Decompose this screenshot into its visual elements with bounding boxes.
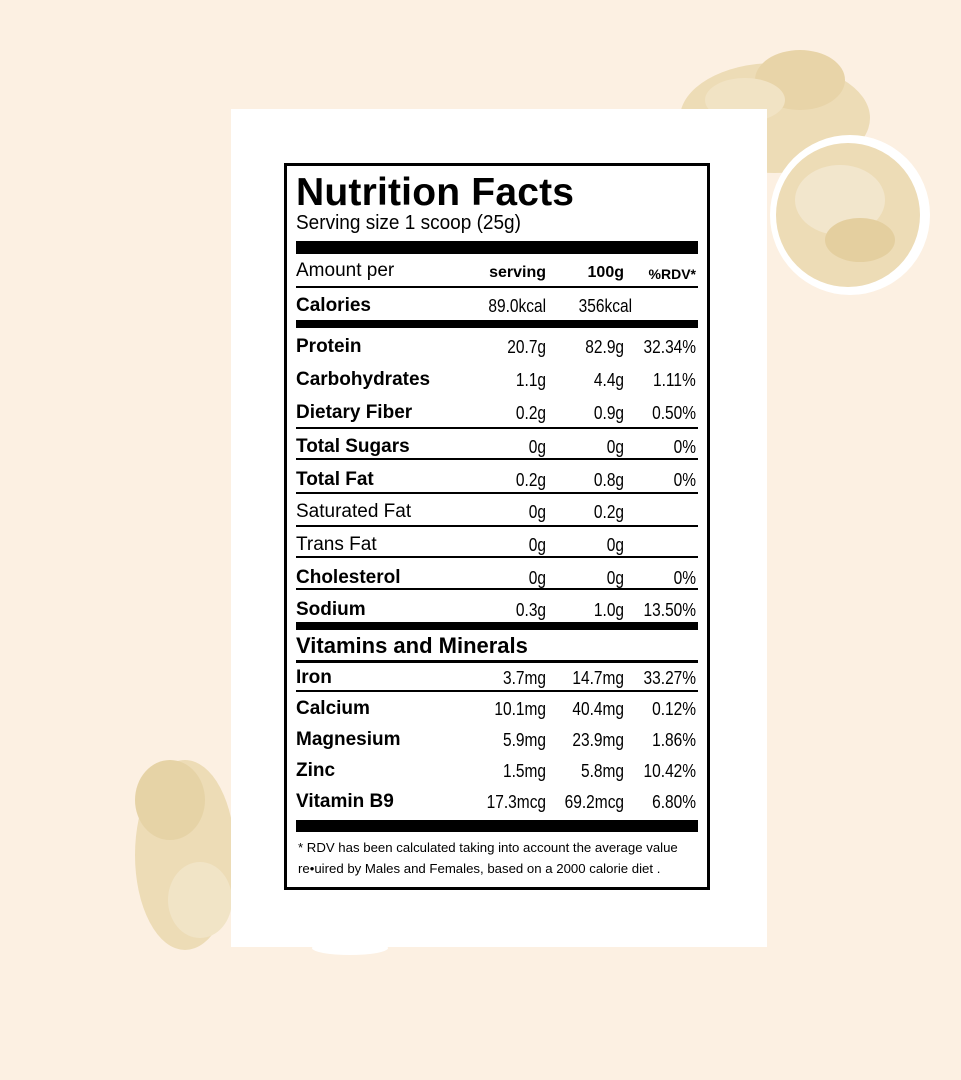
nutrient-name: Sodium <box>296 599 366 620</box>
nutrient-per-100g: 82.9g <box>585 337 624 357</box>
nutrient-rdv: 0% <box>673 568 696 588</box>
vitamin-row <box>296 694 698 722</box>
rdv-column-header: %RDV* <box>648 266 696 282</box>
vitamin-rdv: 10.42% <box>643 761 696 781</box>
medium-divider <box>296 320 698 328</box>
vitamin-name: Vitamin B9 <box>296 791 394 812</box>
nutrient-rdv: 32.34% <box>643 337 696 357</box>
divider <box>296 588 698 590</box>
divider <box>296 492 698 494</box>
nutrient-rdv: 0% <box>673 437 696 457</box>
nutrient-per-serving: 0.2g <box>515 470 546 490</box>
vitamin-per-serving: 10.1mg <box>494 699 546 719</box>
footnote-line-1: * RDV has been calculated taking into account the average value <box>298 840 678 855</box>
nutrient-name: Total Sugars <box>296 436 410 457</box>
nutrient-per-100g: 4.4g <box>593 370 624 390</box>
vitamin-rdv: 33.27% <box>643 668 696 688</box>
nutrient-row <box>296 398 698 426</box>
calories-per-100g: 356kcal <box>578 296 632 316</box>
nutrient-name: Protein <box>296 336 362 357</box>
nutrient-per-serving: 0g <box>528 437 546 457</box>
nutrient-row <box>296 530 698 558</box>
nutrient-name: Trans Fat <box>296 534 377 555</box>
medium-divider <box>296 622 698 630</box>
vitamin-row <box>296 787 698 815</box>
divider <box>296 427 698 429</box>
nutrient-row <box>296 497 698 525</box>
nutrient-per-serving: 0.3g <box>515 600 546 620</box>
vitamin-per-serving: 3.7mg <box>502 668 546 688</box>
vitamin-rdv: 6.80% <box>652 792 696 812</box>
nutrient-name: Total Fat <box>296 469 374 490</box>
nutrient-per-serving: 0.2g <box>515 403 546 423</box>
nutrient-name: Cholesterol <box>296 567 401 588</box>
thick-divider <box>296 241 698 254</box>
nutrition-facts-label <box>284 163 710 890</box>
vitamin-per-100g: 40.4mg <box>572 699 624 719</box>
nutrient-per-serving: 20.7g <box>507 337 546 357</box>
vitamin-per-100g: 23.9mg <box>572 730 624 750</box>
vitamin-per-100g: 14.7mg <box>572 668 624 688</box>
divider <box>296 458 698 460</box>
calories-per-serving: 89.0kcal <box>488 296 546 316</box>
divider <box>296 556 698 558</box>
nutrient-per-100g: 1.0g <box>593 600 624 620</box>
nutrient-per-serving: 0g <box>528 568 546 588</box>
nutrient-row <box>296 365 698 393</box>
divider <box>296 525 698 527</box>
vitamin-per-serving: 5.9mg <box>502 730 546 750</box>
serving-size: Serving size 1 scoop (25g) <box>296 212 521 234</box>
vitamin-rdv: 1.86% <box>652 730 696 750</box>
rdv-footnote <box>298 837 698 879</box>
nutrient-row <box>296 595 698 623</box>
thick-divider <box>296 820 698 832</box>
column-header-row <box>296 256 698 284</box>
vitamin-name: Iron <box>296 667 332 688</box>
nutrient-per-serving: 1.1g <box>515 370 546 390</box>
vitamin-per-100g: 5.8mg <box>580 761 624 781</box>
vitamin-per-serving: 1.5mg <box>502 761 546 781</box>
vitamin-row <box>296 756 698 784</box>
nutrient-name: Carbohydrates <box>296 369 431 390</box>
vitamin-name: Calcium <box>296 698 370 719</box>
nutrient-per-100g: 0g <box>606 568 624 588</box>
per-100g-column-header: 100g <box>587 264 624 281</box>
nutrient-rdv: 13.50% <box>643 600 696 620</box>
label-title: Nutrition Facts <box>296 171 575 214</box>
vitamin-rdv: 0.12% <box>652 699 696 719</box>
nutrient-per-100g: 0g <box>606 437 624 457</box>
vitamins-heading-row <box>296 631 698 661</box>
calories-row <box>296 291 698 319</box>
divider <box>296 690 698 692</box>
nutrient-per-serving: 0g <box>528 535 546 555</box>
calories-label: Calories <box>296 295 371 316</box>
nutrient-per-100g: 0.8g <box>593 470 624 490</box>
nutrient-row <box>296 465 698 493</box>
vitamin-per-100g: 69.2mcg <box>564 792 624 812</box>
nutrient-per-serving: 0g <box>528 502 546 522</box>
nutrient-per-100g: 0g <box>606 535 624 555</box>
vitamins-minerals-heading: Vitamins and Minerals <box>296 633 528 658</box>
nutrient-per-100g: 0.9g <box>593 403 624 423</box>
amount-per-label: Amount per <box>296 260 395 281</box>
nutrient-rdv: 0.50% <box>652 403 696 423</box>
nutrient-rdv: 0% <box>673 470 696 490</box>
nutrient-name: Dietary Fiber <box>296 402 413 423</box>
nutrient-row <box>296 563 698 591</box>
vitamin-name: Zinc <box>296 760 336 781</box>
vitamin-name: Magnesium <box>296 729 401 750</box>
nutrient-per-100g: 0.2g <box>593 502 624 522</box>
footnote-line-2: re•uired by Males and Females, based on a 2000 calorie diet . <box>298 861 661 876</box>
vitamin-row <box>296 725 698 753</box>
vitamin-per-serving: 17.3mcg <box>486 792 546 812</box>
divider <box>296 286 698 288</box>
nutrient-name: Saturated Fat <box>296 501 412 522</box>
serving-column-header: serving <box>489 264 546 281</box>
vitamin-row <box>296 663 698 691</box>
nutrient-row <box>296 432 698 460</box>
nutrient-row <box>296 332 698 360</box>
nutrient-rdv: 1.11% <box>653 370 696 390</box>
